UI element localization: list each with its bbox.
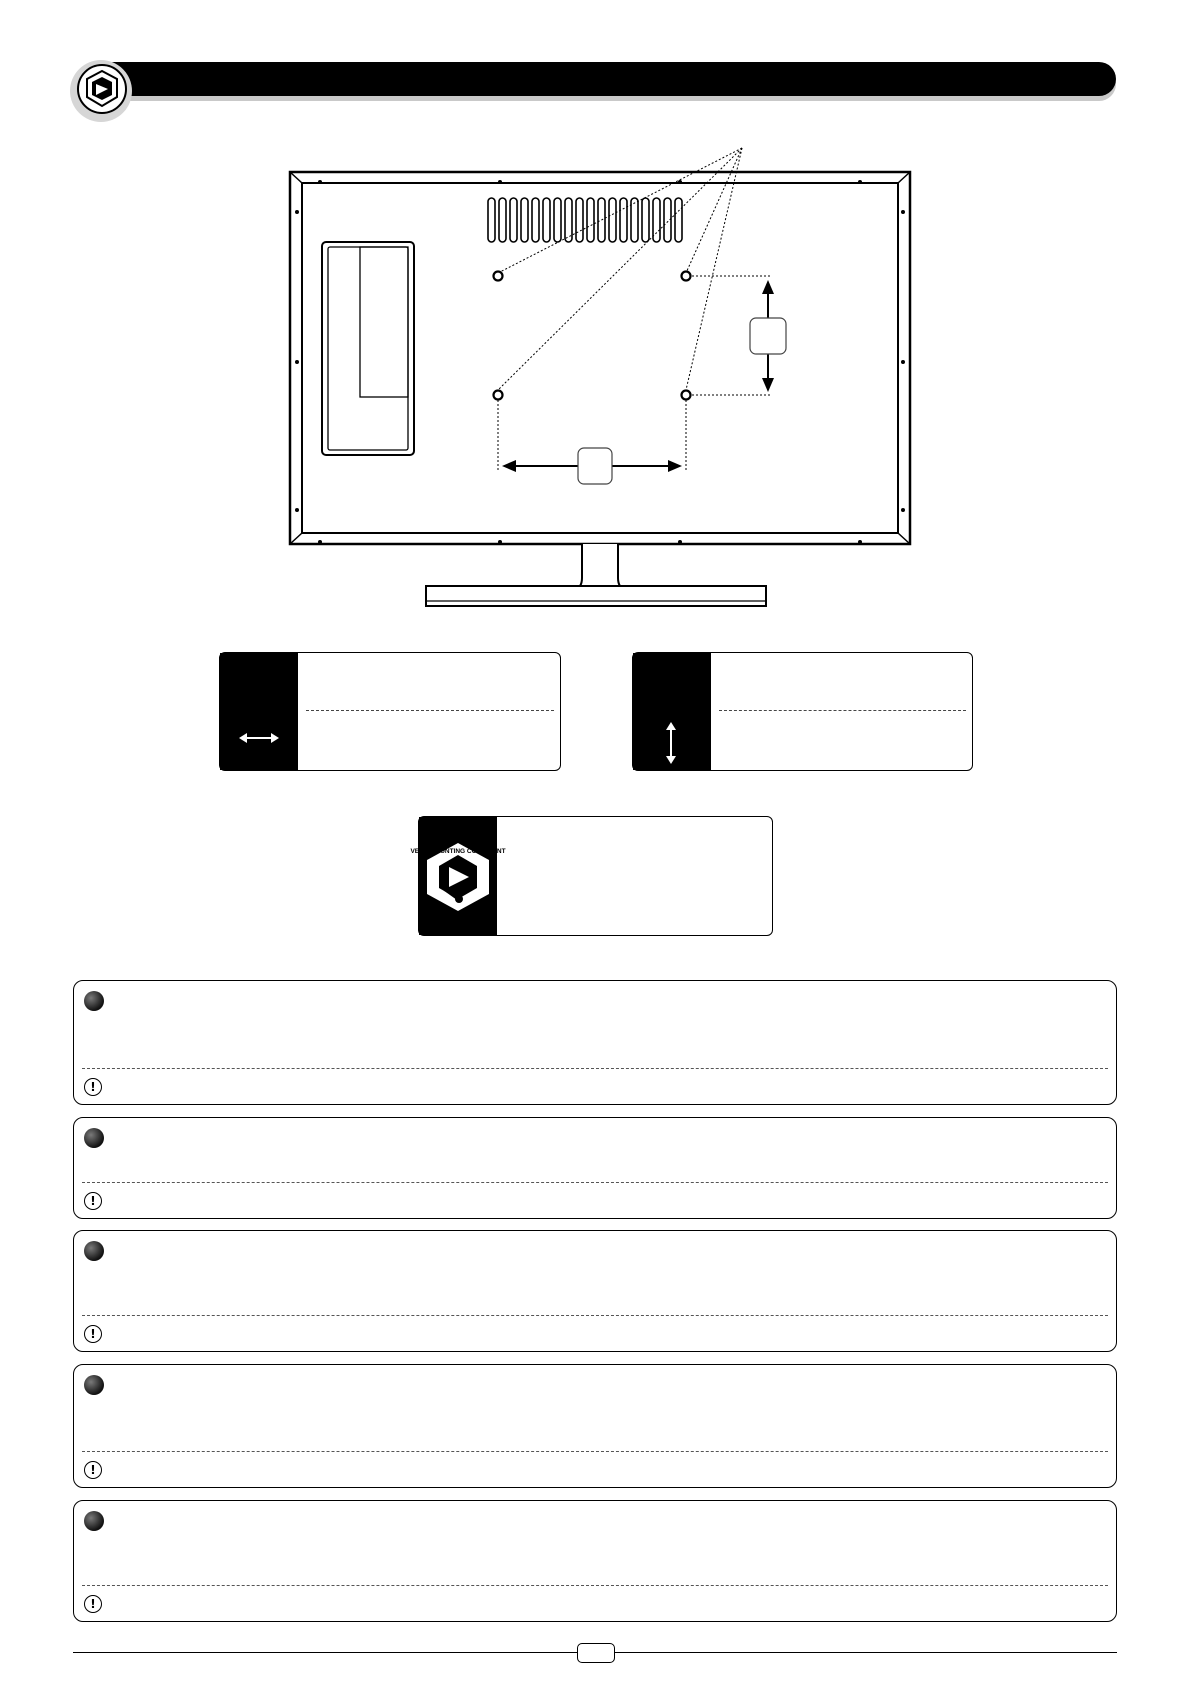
tv-back-view-icon bbox=[280, 130, 920, 615]
step-bullet-icon bbox=[84, 1128, 104, 1148]
horizontal-spacing-box bbox=[219, 652, 561, 771]
spec-box-side bbox=[220, 653, 298, 770]
warning-icon: ! bbox=[84, 1192, 102, 1210]
vesa-compliance-box bbox=[410, 816, 773, 936]
warning-icon: ! bbox=[84, 1078, 102, 1096]
step-box-3 bbox=[73, 1230, 1117, 1352]
step-separator bbox=[82, 1315, 1108, 1316]
step-box-4 bbox=[73, 1364, 1117, 1488]
header-bar bbox=[100, 62, 1116, 96]
vertical-arrow-icon bbox=[664, 721, 678, 765]
step-separator bbox=[82, 1585, 1108, 1586]
page-number bbox=[577, 1643, 615, 1663]
step-separator bbox=[82, 1068, 1108, 1069]
step-bullet-icon bbox=[84, 1511, 104, 1531]
step-bullet-icon bbox=[84, 1375, 104, 1395]
step-box-1 bbox=[73, 980, 1117, 1105]
step-separator bbox=[82, 1451, 1108, 1452]
warning-icon: ! bbox=[84, 1461, 102, 1479]
warning-icon: ! bbox=[84, 1325, 102, 1343]
vesa-logo-text: VESA MOUNTING COMPLIANT bbox=[410, 848, 506, 855]
spec-separator bbox=[719, 710, 966, 711]
warning-icon: ! bbox=[84, 1595, 102, 1613]
horizontal-arrow-icon bbox=[238, 731, 280, 745]
vertical-spacing-box bbox=[632, 652, 973, 771]
step-separator bbox=[82, 1182, 1108, 1183]
vesa-mounting-compliant-icon bbox=[410, 841, 506, 913]
step-box-2 bbox=[73, 1117, 1117, 1219]
step-bullet-icon bbox=[84, 991, 104, 1011]
vesa-logo-icon bbox=[77, 64, 127, 114]
step-box-5 bbox=[73, 1500, 1117, 1622]
spec-box-side bbox=[410, 817, 506, 935]
step-bullet-icon bbox=[84, 1241, 104, 1261]
spec-separator bbox=[306, 710, 554, 711]
spec-box-side bbox=[633, 653, 711, 770]
